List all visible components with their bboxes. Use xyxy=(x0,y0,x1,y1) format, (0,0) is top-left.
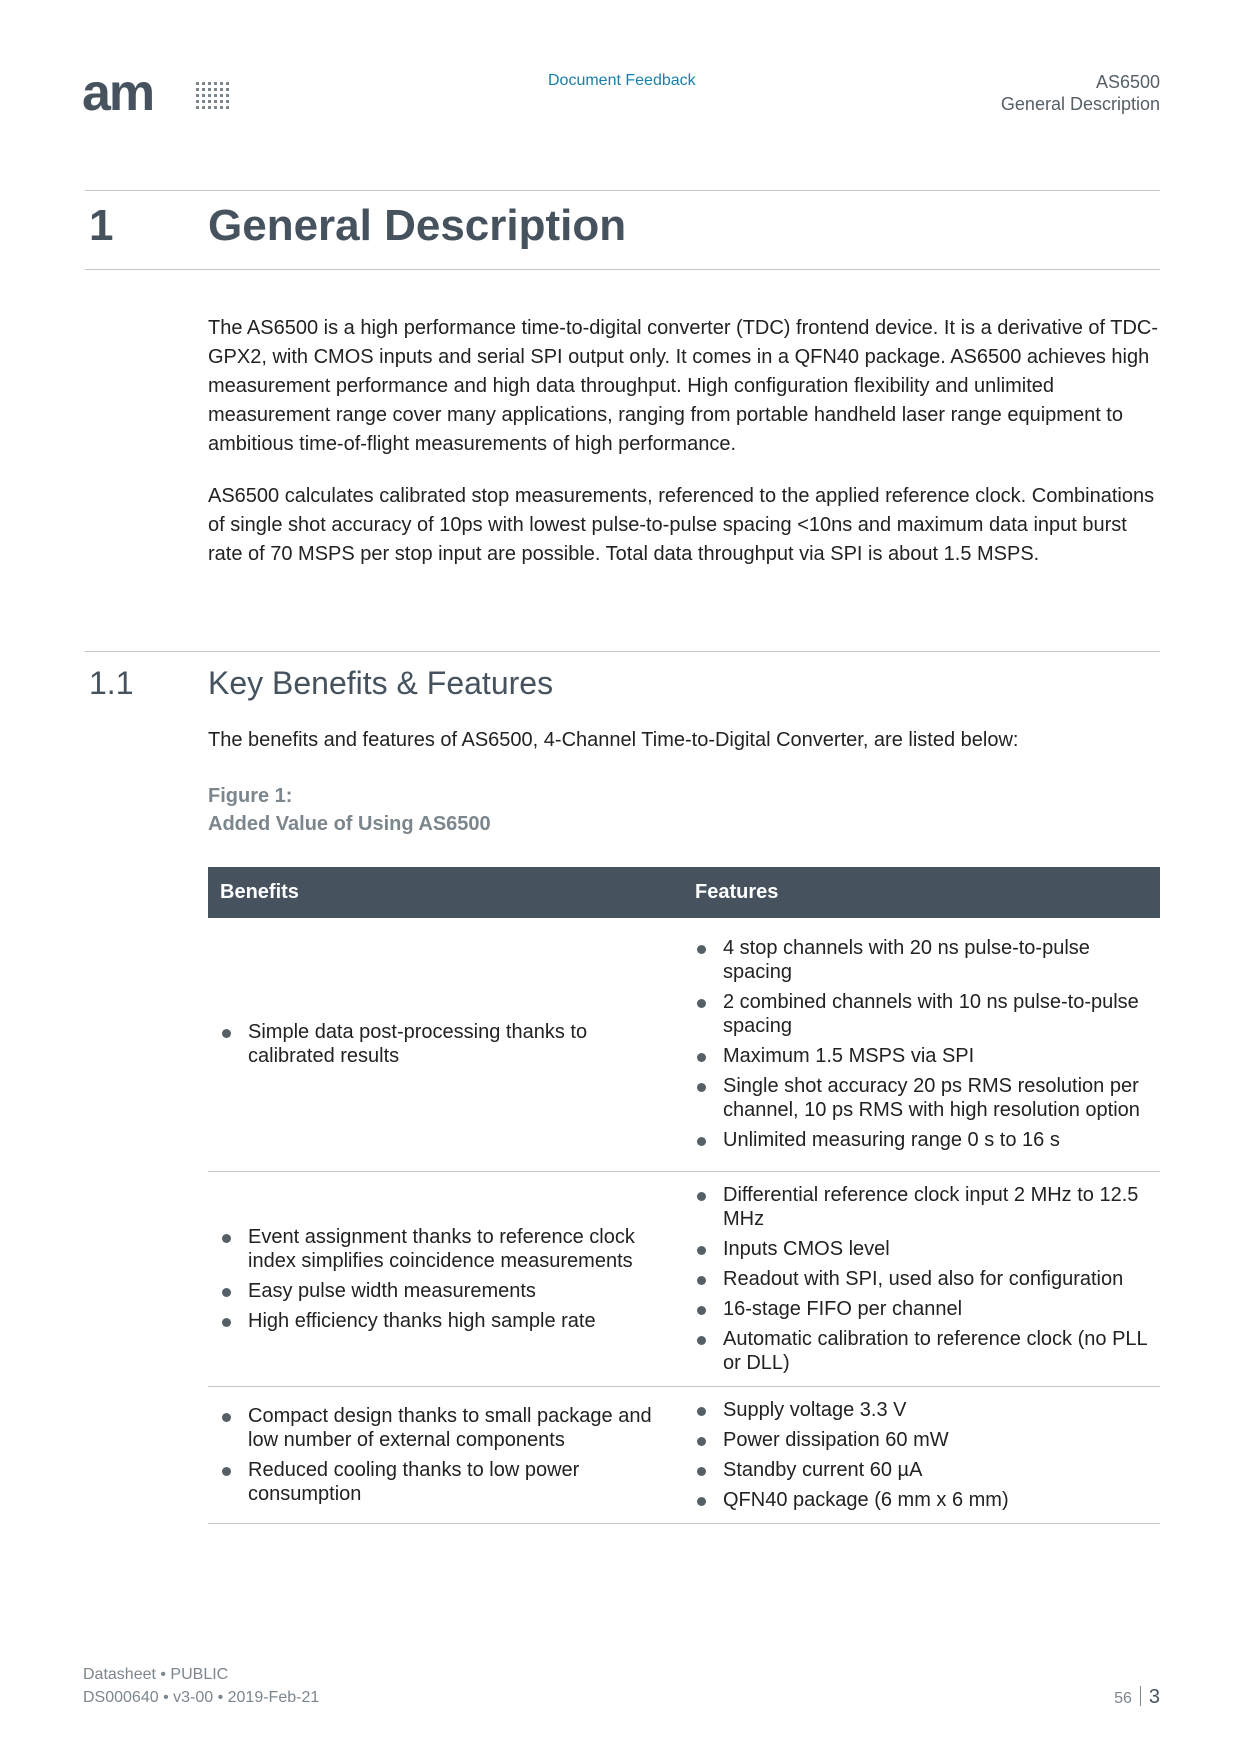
list-item: Easy pulse width measurements xyxy=(220,1279,671,1303)
benefits-cell xyxy=(208,1171,683,1386)
list-item: Differential reference clock input 2 MHz to 12.5 MHz xyxy=(695,1183,1148,1231)
benefits-cell xyxy=(208,918,683,1171)
benefits-cell xyxy=(208,1386,683,1523)
features-cell xyxy=(683,1171,1160,1386)
table-row xyxy=(208,1386,1160,1523)
description-paragraph-2: AS6500 calculates calibrated stop measurements, referenced to the applied reference clock. Combinations of single shot accuracy of 10ps with lowest pulse-to-pulse spacing <10ns and maximum data input burst rate of 70 MSPS per stop input are possible. Total data throughput via SPI is about 1.5 MSPS. xyxy=(208,485,1155,565)
list-item: Supply voltage 3.3 V xyxy=(695,1398,1148,1422)
list-item: QFN40 package (6 mm x 6 mm) xyxy=(695,1488,1148,1512)
footer-doc-id: DS000640 • v3-00 • 2019-Feb-21 xyxy=(83,1689,320,1706)
list-item: Readout with SPI, used also for configuration xyxy=(695,1267,1148,1291)
figure-label xyxy=(208,782,491,838)
list-item: High efficiency thanks high sample rate xyxy=(220,1309,671,1333)
table-row xyxy=(208,918,1160,1171)
subsection-title: Key Benefits & Features xyxy=(208,665,554,701)
header-product: AS6500 xyxy=(1095,72,1160,92)
features-cell xyxy=(683,918,1160,1171)
column-header-features: Features xyxy=(683,867,1160,918)
list-item: 4 stop channels with 20 ns pulse-to-pulse spacing xyxy=(695,936,1148,984)
list-item: Reduced cooling thanks to low power consumption xyxy=(220,1458,671,1506)
list-item: Maximum 1.5 MSPS via SPI xyxy=(695,1044,1148,1068)
footer-classification: Datasheet • PUBLIC xyxy=(83,1666,229,1683)
subsection-number: 1.1 xyxy=(89,665,134,701)
table-header-row xyxy=(208,867,1160,918)
document-feedback-link[interactable]: Document Feedback xyxy=(548,72,696,89)
list-item: Single shot accuracy 20 ps RMS resolution per channel, 10 ps RMS with high resolution option xyxy=(695,1074,1148,1122)
list-item: Automatic calibration to reference clock (no PLL or DLL) xyxy=(695,1327,1148,1375)
description-paragraph-1: The AS6500 is a high performance time-to-digital converter (TDC) frontend device. It is a derivative of TDC-GPX2, with CMOS inputs and serial SPI output only. It comes in a QFN40 package. AS6500 achieves high measurement performance and high data throughput. High configuration flexibility and unlimited measurement range cover many applications, ranging from portable handheld laser range equipment to ambitious time-of-flight measurements of high performance. xyxy=(208,317,1159,455)
figure-number: Figure 1: xyxy=(208,785,293,807)
features-intro: The benefits and features of AS6500, 4-Channel Time-to-Digital Converter, are listed below: xyxy=(208,729,1019,751)
section-rule-top xyxy=(85,190,1160,191)
page-separator xyxy=(1140,1686,1141,1706)
section-number: 1 xyxy=(89,201,114,250)
table-row xyxy=(208,1171,1160,1386)
column-header-benefits: Benefits xyxy=(208,867,683,918)
ams-logo xyxy=(82,72,242,116)
subsection-rule xyxy=(85,651,1160,652)
list-item: Power dissipation 60 mW xyxy=(695,1428,1148,1452)
list-item: 2 combined channels with 10 ns pulse-to-pulse spacing xyxy=(695,990,1148,1038)
benefits-features-table xyxy=(208,867,1160,1524)
header-doc-info xyxy=(1001,71,1160,115)
list-item: 16-stage FIFO per channel xyxy=(695,1297,1148,1321)
footer-doc-info xyxy=(83,1663,319,1709)
list-item: Inputs CMOS level xyxy=(695,1237,1148,1261)
list-item: Standby current 60 µA xyxy=(695,1458,1148,1482)
list-item: Simple data post-processing thanks to calibrated results xyxy=(220,1020,671,1068)
header-section: General Description xyxy=(1000,94,1160,114)
page-number xyxy=(1114,1686,1160,1709)
list-item: Unlimited measuring range 0 s to 16 s xyxy=(695,1128,1148,1152)
svg-text:am: am xyxy=(82,72,154,116)
current-page: 3 xyxy=(1148,1686,1160,1708)
total-pages: 56 xyxy=(1114,1690,1132,1707)
list-item: Event assignment thanks to reference clock index simplifies coincidence measurements xyxy=(220,1225,671,1273)
features-cell xyxy=(683,1386,1160,1523)
figure-caption: Added Value of Using AS6500 xyxy=(208,813,491,835)
section-title: General Description xyxy=(208,201,627,250)
section-rule-bottom xyxy=(85,269,1160,270)
list-item: Compact design thanks to small package and low number of external components xyxy=(220,1404,671,1452)
